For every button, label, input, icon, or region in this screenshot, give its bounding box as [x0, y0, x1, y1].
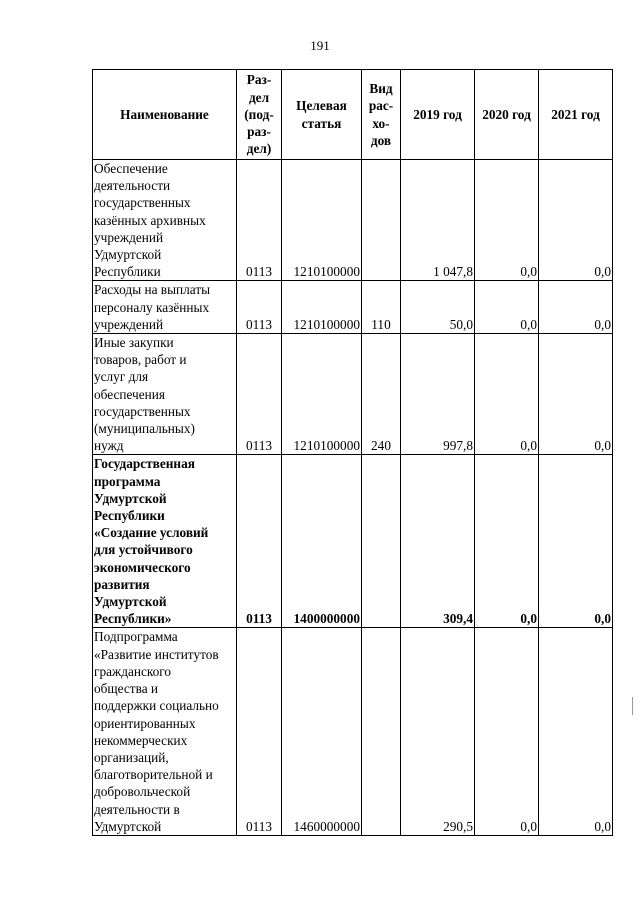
row-2021: 0,0 — [539, 281, 613, 334]
header-expense-label: Вид рас- хо- дов — [368, 81, 394, 148]
row-2020: 0,0 — [475, 281, 539, 334]
header-2020: 2020 год — [475, 70, 539, 160]
row-2020: 0,0 — [475, 334, 539, 455]
row-2019: 50,0 — [401, 281, 475, 334]
row-2021: 0,0 — [539, 455, 613, 628]
row-2019: 1 047,8 — [401, 160, 475, 281]
row-expense — [362, 160, 401, 281]
row-2019: 997,8 — [401, 334, 475, 455]
row-expense — [362, 628, 401, 835]
row-2019: 309,4 — [401, 455, 475, 628]
row-name: Обеспечение деятельности государственных казённых архивных учреждений Удмуртской Республики — [93, 160, 237, 281]
header-section-label: Раз- дел (под- раз- дел) — [244, 72, 274, 157]
page-number: 191 — [310, 38, 330, 53]
row-name: Подпрограмма «Развитие институтов гражданского общества и поддержки социально ориентированных некоммерческих организаций, благотворительной и добровольческой деятельности в Удмуртской — [93, 628, 237, 835]
row-expense: 110 — [362, 281, 401, 334]
budget-table — [92, 69, 613, 836]
row-2021: 0,0 — [539, 334, 613, 455]
row-section: 0113 — [237, 628, 282, 835]
table-row — [93, 281, 613, 334]
header-2019: 2019 год — [401, 70, 475, 160]
margin-mark — [632, 697, 633, 715]
header-section — [237, 70, 282, 160]
row-target: 1210100000 — [282, 281, 362, 334]
header-expense — [362, 70, 401, 160]
row-name: Иные закупки товаров, работ и услуг для обеспечения государственных (муниципальных) нужд — [93, 334, 237, 455]
row-name: Расходы на выплаты персоналу казённых учреждений — [93, 281, 237, 334]
row-target: 1210100000 — [282, 160, 362, 281]
table-row — [93, 334, 613, 455]
table-row — [93, 628, 613, 835]
row-2019: 290,5 — [401, 628, 475, 835]
row-expense: 240 — [362, 334, 401, 455]
header-target-label: Целевая статья — [296, 98, 347, 131]
row-target: 1400000000 — [282, 455, 362, 628]
row-name: Государственная программа Удмуртской Республики «Создание условий для устойчивого экономического развития Удмуртской Республики» — [93, 455, 237, 628]
row-2021: 0,0 — [539, 160, 613, 281]
table-row — [93, 455, 613, 628]
row-section: 0113 — [237, 281, 282, 334]
header-2021: 2021 год — [539, 70, 613, 160]
header-target — [282, 70, 362, 160]
row-section: 0113 — [237, 455, 282, 628]
table-header-row — [93, 70, 613, 160]
header-name: Наименование — [93, 70, 237, 160]
row-2020: 0,0 — [475, 160, 539, 281]
row-target: 1460000000 — [282, 628, 362, 835]
table-row — [93, 160, 613, 281]
row-expense — [362, 455, 401, 628]
row-2020: 0,0 — [475, 628, 539, 835]
row-section: 0113 — [237, 160, 282, 281]
row-section: 0113 — [237, 334, 282, 455]
row-2021: 0,0 — [539, 628, 613, 835]
row-target: 1210100000 — [282, 334, 362, 455]
row-2020: 0,0 — [475, 455, 539, 628]
